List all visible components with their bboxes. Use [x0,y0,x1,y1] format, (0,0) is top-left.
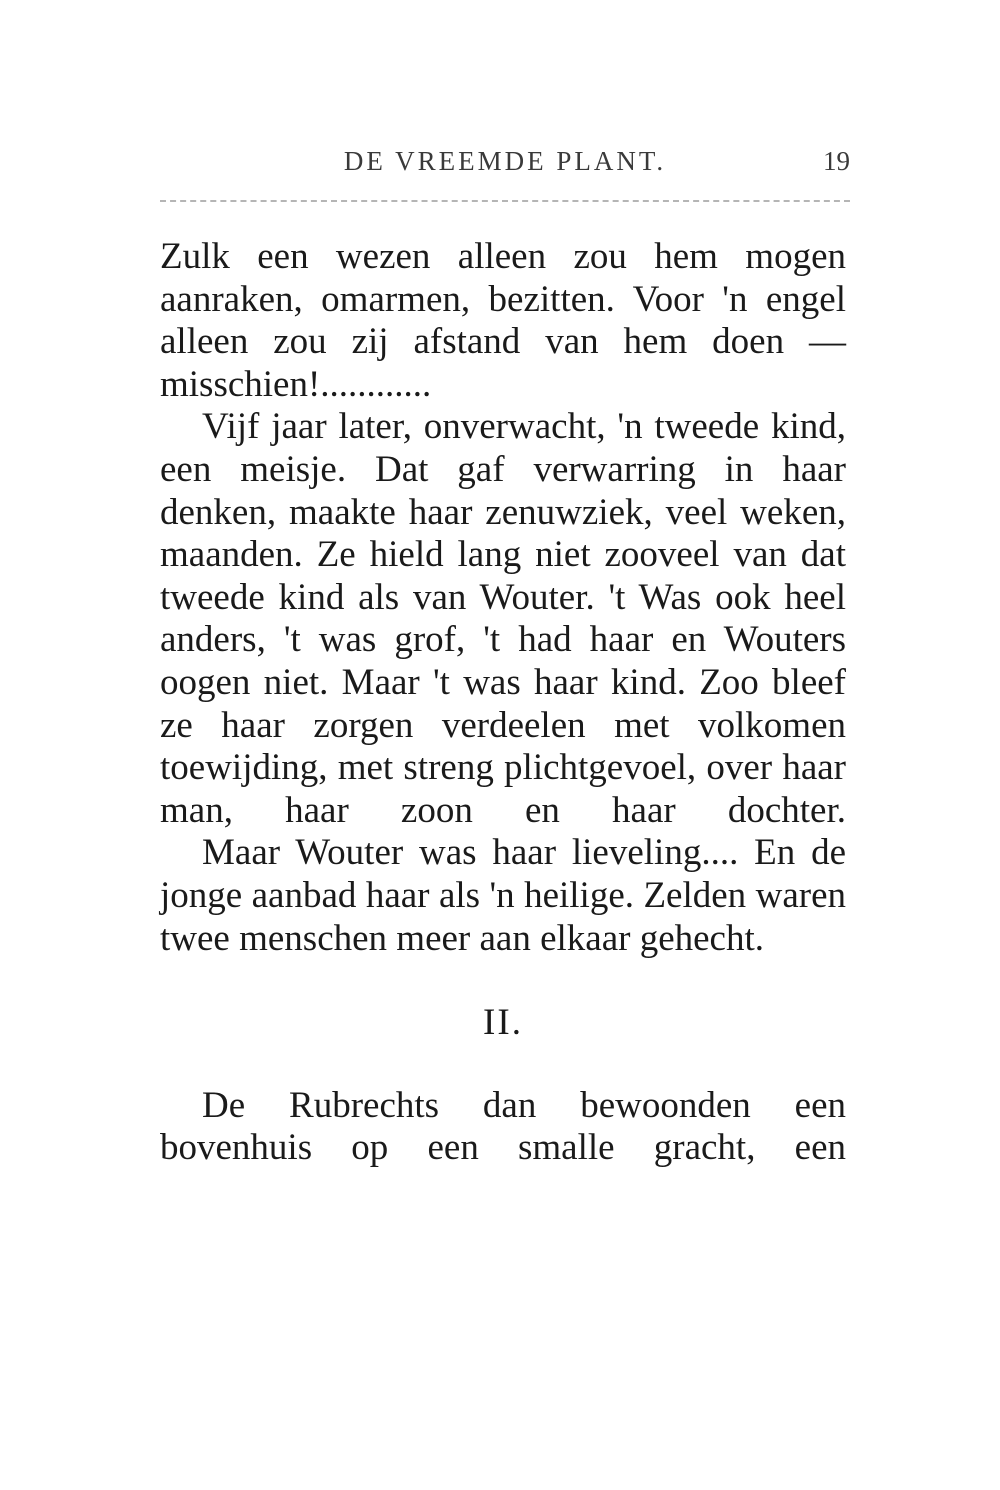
paragraph-4: De Rubrechts dan bewoonden een bovenhuis op een smalle gracht, een [160,1084,846,1169]
page-number: 19 [823,146,850,176]
paragraph-1: Zulk een wezen alleen zou hem mogen aanraken, omarmen, bezitten. Voor 'n engel alleen zou zij afstand van hem doen — misschien!............ [160,236,846,405]
running-title: DE VREEMDE PLANT. [343,146,667,176]
header-rule [160,200,850,202]
paragraph-2: Vijf jaar later, onverwacht, 'n tweede kind, een meisje. Dat gaf verwarring in haar denken, maakte haar zenuwziek, veel weken, maanden. Ze hield lang niet zooveel van dat tweede kind als van Wouter. 't Was ook heel anders, 't was grof, 't had haar en Wouters oogen niet. Maar 't was haar kind. Zoo bleef ze haar zorgen verdeelen met volkomen toewijding, met streng plichtgevoel, over haar man, haar zoon en haar dochter. [160,406,846,831]
running-head [160,146,850,186]
section-heading: II. [483,1002,523,1044]
paragraph-3: Maar Wouter was haar lieveling.... En de jonge aanbad haar als 'n heilige. Zelden waren twee menschen meer aan elkaar gehecht. [160,832,846,959]
body-text [160,236,846,1170]
